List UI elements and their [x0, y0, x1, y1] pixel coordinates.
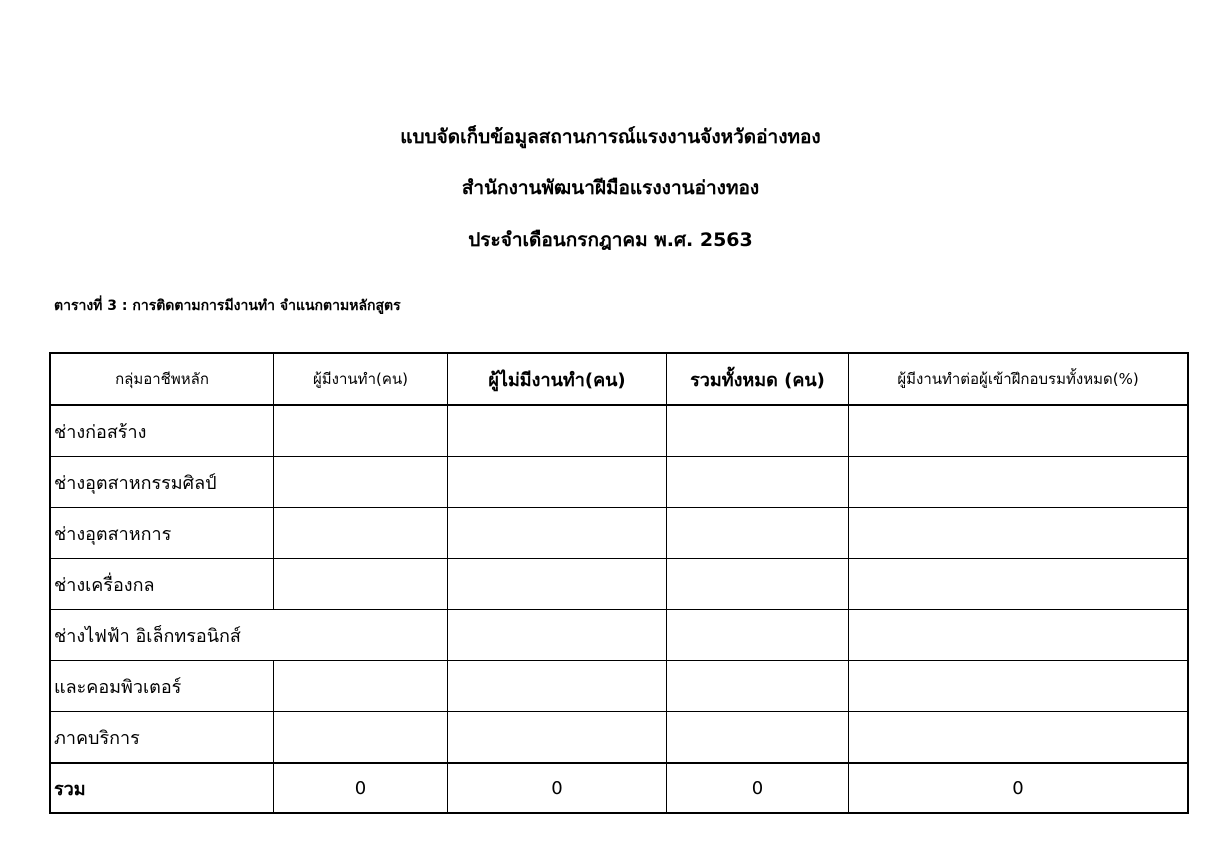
table-cell — [849, 559, 1187, 610]
row-label: ช่างไฟฟ้า อิเล็กทรอนิกส์ — [51, 610, 274, 661]
total-row-label: รวม — [51, 762, 274, 812]
row-label: ภาคบริการ — [51, 712, 274, 763]
table-cell — [849, 508, 1187, 559]
table-cell — [274, 712, 448, 763]
row-label: ช่างเครื่องกล — [51, 559, 274, 610]
document-subtitle-office: สำนักงานพัฒนาฝีมือแรงงานอ่างทอง — [461, 177, 760, 199]
table-cell — [667, 457, 849, 508]
table-cell — [849, 457, 1187, 508]
row-label: ช่างก่อสร้าง — [51, 406, 274, 457]
table-cell — [274, 508, 448, 559]
table-cell — [274, 661, 448, 712]
total-all: 0 — [667, 762, 849, 812]
header-employed: ผู้มีงานทำ(คน) — [274, 354, 448, 406]
employment-table — [49, 352, 1189, 814]
table-cell — [667, 712, 849, 763]
table-cell — [849, 661, 1187, 712]
table-cell — [448, 559, 667, 610]
header-unemployed: ผู้ไม่มีงานทำ(คน) — [448, 354, 667, 406]
document-subtitle-period: ประจำเดือนกรกฎาคม พ.ศ. 2563 — [468, 229, 753, 251]
total-employed: 0 — [274, 762, 448, 812]
table-cell — [667, 406, 849, 457]
table-cell — [274, 457, 448, 508]
table-caption: ตารางที่ 3 : การติดตามการมีงานทำ จำแนกตามหลักสูตร — [54, 298, 401, 314]
table-cell — [448, 457, 667, 508]
table-cell — [849, 712, 1187, 763]
table-cell — [274, 406, 448, 457]
table-cell — [667, 559, 849, 610]
header-total-people: รวมทั้งหมด (คน) — [667, 354, 849, 406]
table-cell — [448, 406, 667, 457]
table-cell — [448, 712, 667, 763]
table-cell — [448, 610, 667, 661]
table-cell — [667, 508, 849, 559]
total-unemployed: 0 — [448, 762, 667, 812]
table-cell — [448, 661, 667, 712]
table-cell — [274, 610, 448, 661]
table-cell — [448, 508, 667, 559]
table-cell — [274, 559, 448, 610]
table-cell — [849, 610, 1187, 661]
row-label: ช่างอุตสาหการ — [51, 508, 274, 559]
table-cell — [849, 406, 1187, 457]
row-label: และคอมพิวเตอร์ — [51, 661, 274, 712]
table-cell — [667, 661, 849, 712]
document-title: แบบจัดเก็บข้อมูลสถานการณ์แรงงานจังหวัดอ่างทอง — [400, 126, 821, 148]
total-employment-rate: 0 — [849, 762, 1187, 812]
row-label: ช่างอุตสาหกรรมศิลป์ — [51, 457, 274, 508]
header-occupation-group: กลุ่มอาชีพหลัก — [51, 354, 274, 406]
header-employment-rate: ผู้มีงานทำต่อผู้เข้าฝึกอบรมทั้งหมด(%) — [849, 354, 1187, 406]
table-cell — [667, 610, 849, 661]
